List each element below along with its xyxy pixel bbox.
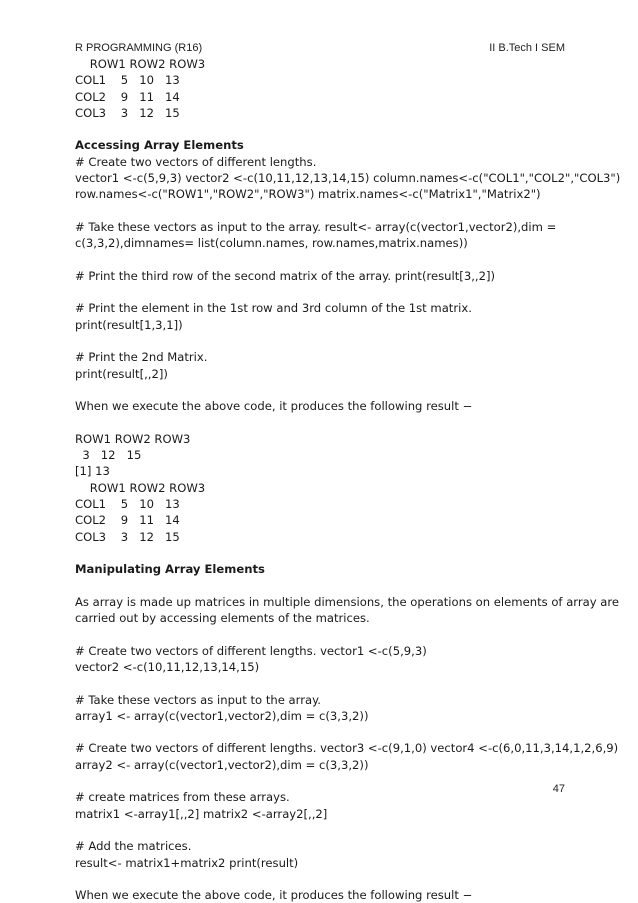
text-line: COL1 5 10 13 xyxy=(75,497,180,512)
blank-line xyxy=(75,545,580,561)
blank-line xyxy=(75,382,580,398)
text-line: ROW1 ROW2 ROW3 xyxy=(75,480,206,495)
text-line: vector1 <-c(5,9,3) vector2 <-c(10,11,12,13,14,15) column.names<-c("COL1","COL2","COL3") xyxy=(75,171,621,186)
text-line: # Print the 2nd Matrix. xyxy=(75,350,208,365)
text-line: print(result[1,3,1]) xyxy=(75,317,183,332)
text-line: [1] 13 xyxy=(75,464,110,479)
text-line: matrix1 <-array1[,,2] matrix2 <-array2[,,2] xyxy=(75,806,328,821)
blank-line xyxy=(75,333,580,349)
text-line: row.names<-c("ROW1","ROW2","ROW3") matrix.names<-c("Matrix1","Matrix2") xyxy=(75,187,541,202)
text-line: c(3,3,2),dimnames= list(column.names, row.names,matrix.names)) xyxy=(75,236,468,251)
text-line: # Create two vectors of different lengths. xyxy=(75,154,317,169)
blank-line xyxy=(75,284,580,300)
blank-line xyxy=(75,415,580,431)
blank-line xyxy=(75,773,580,789)
running-header-title: R PROGRAMMING (R16) xyxy=(75,42,203,54)
blank-line xyxy=(75,724,580,740)
text-line: ROW1 ROW2 ROW3 xyxy=(75,431,191,446)
text-line: # Create two vectors of different lengths. vector3 <-c(9,1,0) vector4 <-c(6,0,11,3,14,1,2,6,9) xyxy=(75,741,619,756)
text-line: # Take these vectors as input to the array. result<- array(c(vector1,vector2),dim = xyxy=(75,219,557,234)
section-heading: Accessing Array Elements xyxy=(75,138,244,153)
text-line: # Add the matrices. xyxy=(75,839,192,854)
text-line: # Take these vectors as input to the array. xyxy=(75,692,321,707)
text-line: # Print the element in the 1st row and 3rd column of the 1st matrix. xyxy=(75,301,472,316)
blank-line xyxy=(75,121,580,137)
section-heading: Manipulating Array Elements xyxy=(75,562,265,577)
text-line: array1 <- array(c(vector1,vector2),dim = c(3,3,2)) xyxy=(75,708,369,723)
blank-line xyxy=(75,203,580,219)
page-number: 47 xyxy=(552,783,565,795)
running-header-semester: II B.Tech I SEM xyxy=(489,42,565,54)
text-line: vector2 <-c(10,11,12,13,14,15) xyxy=(75,659,260,674)
text-line: COL2 9 11 14 xyxy=(75,513,180,528)
text-line: print(result[,,2]) xyxy=(75,366,168,381)
text-line: # Create two vectors of different lengths. vector1 <-c(5,9,3) xyxy=(75,643,427,658)
text-line: result<- matrix1+matrix2 print(result) xyxy=(75,855,299,870)
blank-line xyxy=(75,578,580,594)
text-line: COL3 3 12 15 xyxy=(75,529,180,544)
text-line: COL3 3 12 15 xyxy=(75,105,180,120)
text-line: array2 <- array(c(vector1,vector2),dim = c(3,3,2)) xyxy=(75,757,369,772)
blank-line xyxy=(75,871,580,887)
text-line: COL2 9 11 14 xyxy=(75,89,180,104)
text-line: 3 12 15 xyxy=(75,448,142,463)
page-body xyxy=(75,56,621,903)
text-line: carried out by accessing elements of the matrices. xyxy=(75,611,370,626)
text-line: ROW1 ROW2 ROW3 xyxy=(75,57,206,71)
text-line: # create matrices from these arrays. xyxy=(75,790,290,805)
blank-line xyxy=(75,626,580,642)
text-line: When we execute the above code, it produces the following result − xyxy=(75,888,473,903)
blank-line xyxy=(75,252,580,268)
blank-line xyxy=(75,675,580,691)
text-line: As array is made up matrices in multiple dimensions, the operations on elements of array are xyxy=(75,594,620,609)
text-line: COL1 5 10 13 xyxy=(75,73,180,88)
text-line: When we execute the above code, it produces the following result − xyxy=(75,399,473,414)
text-line: # Print the third row of the second matrix of the array. print(result[3,,2]) xyxy=(75,268,495,283)
blank-line xyxy=(75,822,580,838)
